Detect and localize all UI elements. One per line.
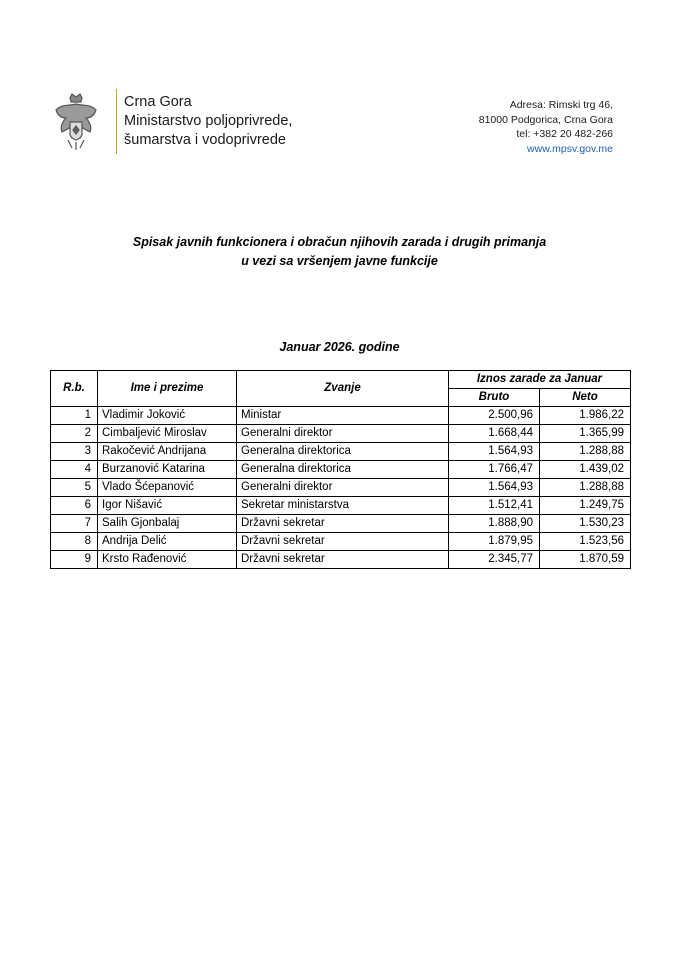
cell-rb: 3 (51, 443, 98, 461)
table-row (51, 461, 631, 479)
cell-bruto: 1.888,90 (449, 515, 540, 533)
cell-neto: 1.986,22 (540, 407, 631, 425)
website-link[interactable]: www.mpsv.gov.me (527, 142, 613, 155)
org-line: Ministarstvo poljoprivrede, (124, 113, 293, 129)
cell-title: Generalni direktor (237, 425, 449, 443)
header-rb: R.b. (51, 371, 98, 407)
cell-rb: 2 (51, 425, 98, 443)
cell-title: Ministar (237, 407, 449, 425)
cell-title: Sekretar ministarstva (237, 497, 449, 515)
document-title (0, 233, 679, 271)
header-name: Ime i prezime (98, 371, 237, 407)
header-title: Zvanje (237, 371, 449, 407)
table-row (51, 425, 631, 443)
org-line: Crna Gora (124, 94, 192, 110)
cell-name: Burzanović Katarina (98, 461, 237, 479)
cell-title: Državni sekretar (237, 533, 449, 551)
address-line: Adresa: Rimski trg 46, (509, 99, 613, 111)
cell-title: Generalna direktorica (237, 461, 449, 479)
cell-rb: 6 (51, 497, 98, 515)
cell-neto: 1.530,23 (540, 515, 631, 533)
cell-rb: 9 (51, 551, 98, 569)
cell-title: Generalna direktorica (237, 443, 449, 461)
cell-bruto: 1.668,44 (449, 425, 540, 443)
table-row (51, 515, 631, 533)
table-row (51, 479, 631, 497)
salary-table (50, 370, 631, 569)
cell-neto: 1.523,56 (540, 533, 631, 551)
cell-neto: 1.288,88 (540, 479, 631, 497)
table-row (51, 533, 631, 551)
cell-neto: 1.288,88 (540, 443, 631, 461)
table-row (51, 551, 631, 569)
cell-neto: 1.439,02 (540, 461, 631, 479)
table-row (51, 407, 631, 425)
cell-bruto: 2.345,77 (449, 551, 540, 569)
title-line: u vezi sa vršenjem javne funkcije (241, 254, 438, 268)
cell-bruto: 1.564,93 (449, 443, 540, 461)
table-row (51, 443, 631, 461)
address-line: 81000 Podgorica, Crna Gora (478, 113, 613, 126)
cell-neto: 1.870,59 (540, 551, 631, 569)
table-row (51, 497, 631, 515)
cell-name: Salih Gjonbalaj (98, 515, 237, 533)
cell-bruto: 1.512,41 (449, 497, 540, 515)
coat-of-arms-icon (50, 92, 102, 154)
phone-line: tel: +382 20 482-266 (516, 128, 613, 140)
contact-block (479, 98, 613, 156)
cell-rb: 7 (51, 515, 98, 533)
cell-name: Andrija Delić (98, 533, 237, 551)
cell-rb: 1 (51, 407, 98, 425)
ministry-name (124, 93, 292, 150)
cell-name: Igor Nišavić (98, 497, 237, 515)
cell-bruto: 2.500,96 (449, 407, 540, 425)
cell-name: Krsto Rađenović (98, 551, 237, 569)
cell-name: Vlado Šćepanović (98, 479, 237, 497)
cell-name: Rakočević Andrijana (98, 443, 237, 461)
cell-title: Državni sekretar (237, 515, 449, 533)
header-neto: Neto (540, 389, 631, 407)
cell-neto: 1.249,75 (540, 497, 631, 515)
header-bruto: Bruto (449, 389, 540, 407)
header-divider (116, 89, 117, 154)
cell-name: Vladimir Joković (98, 407, 237, 425)
table-header-row (51, 371, 631, 389)
title-line: Spisak javnih funkcionera i obračun njihovih zarada i drugih primanja (132, 235, 547, 249)
cell-bruto: 1.564,93 (449, 479, 540, 497)
cell-bruto: 1.766,47 (449, 461, 540, 479)
cell-rb: 8 (51, 533, 98, 551)
period-heading: Januar 2026. godine (279, 340, 400, 354)
cell-title: Državni sekretar (237, 551, 449, 569)
cell-rb: 4 (51, 461, 98, 479)
org-line: šumarstva i vodoprivrede (124, 132, 286, 148)
cell-title: Generalni direktor (237, 479, 449, 497)
cell-rb: 5 (51, 479, 98, 497)
header-salary: Iznos zarade za Januar (449, 371, 631, 389)
cell-bruto: 1.879,95 (449, 533, 540, 551)
cell-neto: 1.365,99 (540, 425, 631, 443)
cell-name: Cimbaljević Miroslav (98, 425, 237, 443)
